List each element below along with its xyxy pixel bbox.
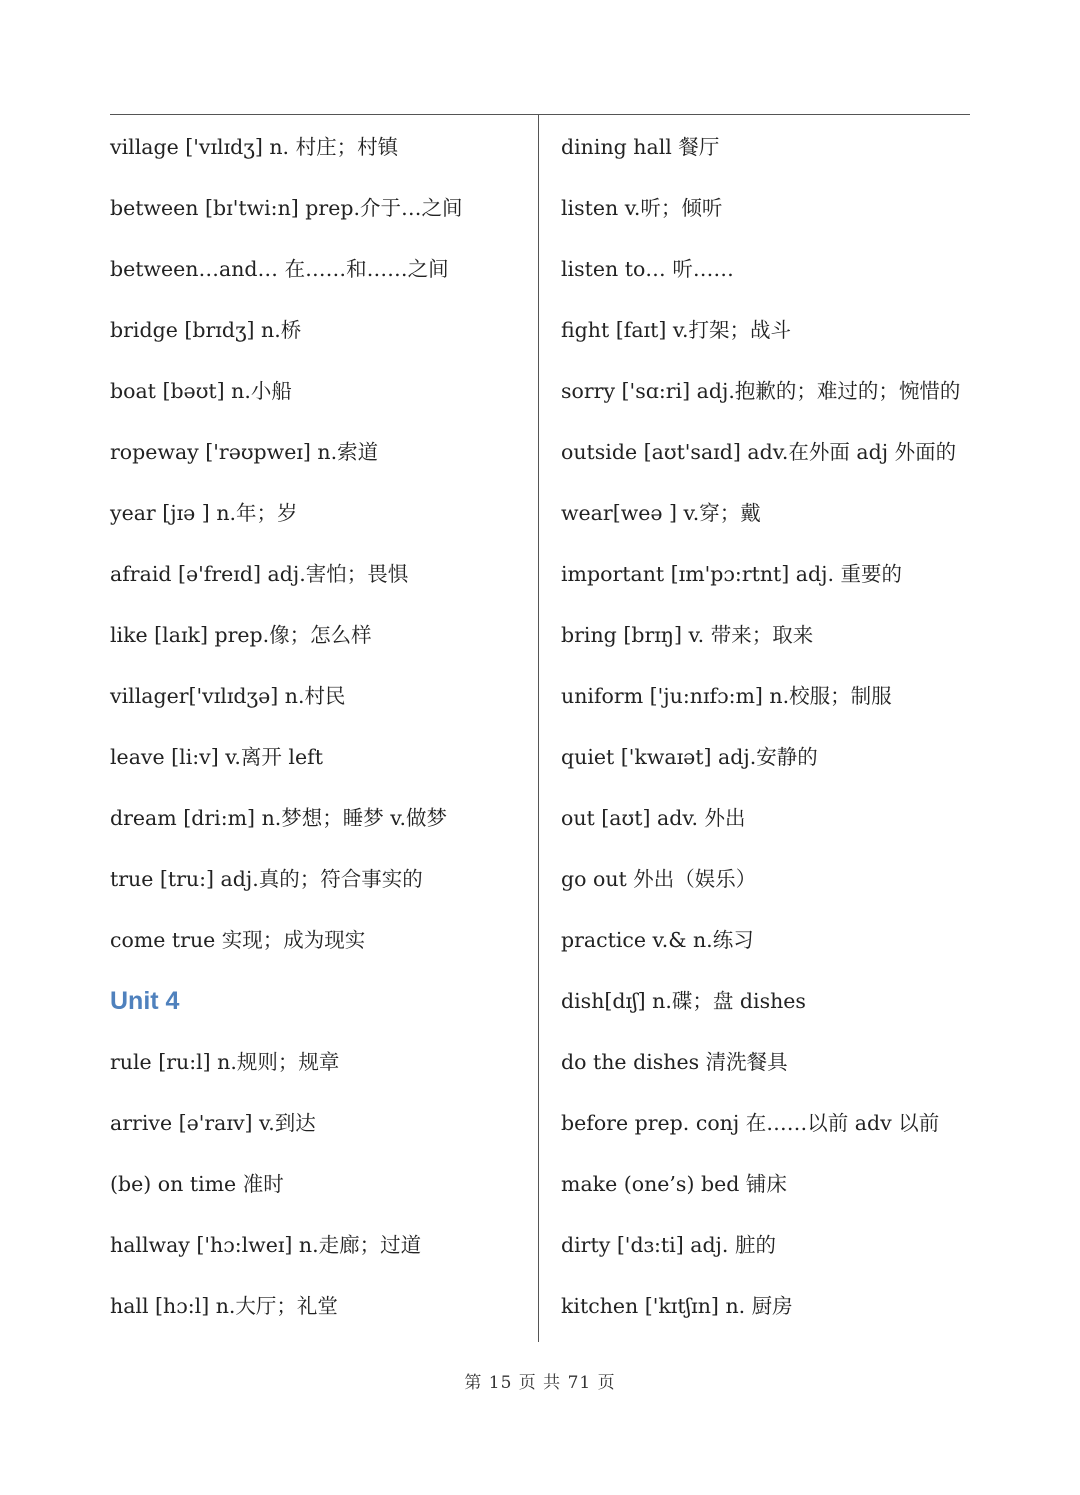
vocab-entry: leave [li:v] v.离开 left: [110, 745, 323, 769]
vocab-entry: uniform ['ju:nɪfɔ:m] n.校服；制服: [561, 684, 892, 708]
vocab-entry: wear[weə ] v.穿；戴: [561, 501, 761, 525]
vocab-entry: listen to… 听……: [561, 257, 734, 281]
left-vocab-column: [110, 124, 530, 1344]
vocab-entry: dish[dɪʃ] n.碟；盘 dishes: [561, 989, 806, 1013]
vocab-entry: out [aʊt] adv. 外出: [561, 806, 746, 830]
vocab-entry: dining hall 餐厅: [561, 135, 720, 159]
vocab-entry: rule [ru:l] n.规则；规章: [110, 1050, 340, 1074]
page-number-footer: 第 15 页 共 71 页: [464, 1373, 616, 1393]
vocab-entry: come true 实现；成为现实: [110, 928, 366, 952]
vocab-entry: practice v.& n.练习: [561, 928, 754, 952]
vocab-entry: (be) on time 准时: [110, 1172, 284, 1196]
vocab-entry: true [tru:] adj.真的；符合事实的: [110, 867, 423, 891]
vocab-entry: afraid [ə'freɪd] adj.害怕；畏惧: [110, 562, 409, 586]
vocab-entry: hallway ['hɔ:lweɪ] n.走廊；过道: [110, 1233, 422, 1257]
vocab-entry: sorry ['sɑ:ri] adj.抱歉的；难过的；惋惜的: [561, 379, 961, 403]
column-divider: [538, 114, 539, 1342]
vocab-entry: quiet ['kwaɪət] adj.安静的: [561, 745, 818, 769]
vocab-entry: kitchen ['kɪtʃɪn] n. 厨房: [561, 1294, 793, 1318]
vocab-entry: arrive [ə'raɪv] v.到达: [110, 1111, 316, 1135]
vocab-entry: bridge [brɪdʒ] n.桥: [110, 318, 302, 342]
vocab-entry: make (one’s) bed 铺床: [561, 1172, 787, 1196]
right-vocab-column: [561, 124, 979, 1344]
vocab-entry: between…and… 在……和……之间: [110, 257, 449, 281]
vocab-entry: hall [hɔ:l] n.大厅；礼堂: [110, 1294, 338, 1318]
vocab-entry: before prep. conj 在……以前 adv 以前: [561, 1111, 940, 1135]
vocab-entry: dirty ['dɜ:ti] adj. 脏的: [561, 1233, 776, 1257]
vocab-entry: dream [dri:m] n.梦想；睡梦 v.做梦: [110, 806, 447, 830]
unit-heading: Unit 4: [110, 987, 180, 1015]
vocab-entry: boat [bəʊt] n.小船: [110, 379, 292, 403]
vocab-entry: between [bɪ'twi:n] prep.介于…之间: [110, 196, 463, 220]
vocab-entry: outside [aʊt'saɪd] adv.在外面 adj 外面的: [561, 440, 957, 464]
vocab-entry: listen v.听；倾听: [561, 196, 723, 220]
vocab-entry: year [jɪə ] n.年；岁: [110, 501, 298, 525]
vocab-entry: do the dishes 清洗餐具: [561, 1050, 788, 1074]
top-rule: [110, 114, 970, 115]
vocab-entry: go out 外出（娱乐）: [561, 867, 757, 891]
vocab-entry: bring [brɪŋ] v. 带来；取来: [561, 623, 814, 647]
vocab-entry: village ['vɪlɪdʒ] n. 村庄；村镇: [110, 135, 399, 159]
vocab-entry: ropeway ['rəʊpweɪ] n.索道: [110, 440, 379, 464]
vocab-entry: important [ɪm'pɔ:rtnt] adj. 重要的: [561, 562, 903, 586]
vocab-entry: villager['vɪlɪdʒə] n.村民: [110, 684, 346, 708]
vocab-entry: like [laɪk] prep.像；怎么样: [110, 623, 372, 647]
vocab-entry: fight [faɪt] v.打架；战斗: [561, 318, 792, 342]
